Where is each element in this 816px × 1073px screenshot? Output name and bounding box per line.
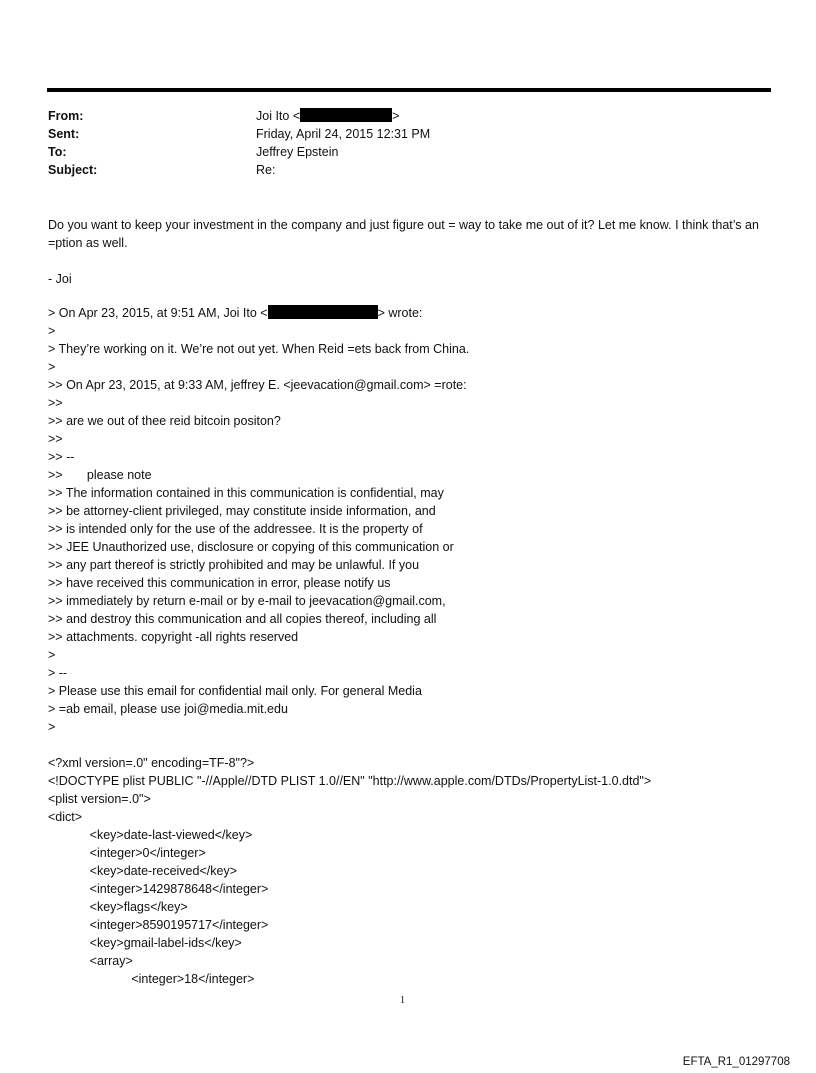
signature: - Joi xyxy=(48,272,72,286)
quote-line: >> attachments. copyright -all rights reserved xyxy=(48,630,299,644)
plist-block xyxy=(48,754,788,988)
page-number: 1 xyxy=(400,995,405,1006)
quote-line: > =ab email, please use joi@media.mit.edu xyxy=(48,702,288,716)
quote-line: >> is intended only for the use of the addressee. It is the property of xyxy=(48,522,423,536)
quote-line: > xyxy=(48,324,56,338)
to-value: Jeffrey Epstein xyxy=(256,145,339,159)
redaction-bar xyxy=(300,108,392,122)
xml-line: <plist version=.0"> xyxy=(48,792,151,806)
quote-line: >> any part thereof is strictly prohibited and may be unlawful. If you xyxy=(48,558,420,572)
xml-line: <dict> xyxy=(48,810,83,824)
quote-header-pre: > On Apr 23, 2015, at 9:51 AM, Joi Ito < xyxy=(48,306,268,320)
xml-line: <!DOCTYPE plist PUBLIC "-//Apple//DTD PLIST 1.0//EN" "http://www.apple.com/DTDs/PropertyList-1.0.dtd"> xyxy=(48,774,652,788)
from-label: From: xyxy=(48,109,84,123)
to-label: To: xyxy=(48,145,67,159)
quote-line: > They’re working on it. We’re not out yet. When Reid =ets back from China. xyxy=(48,342,470,356)
quote-line: >> be attorney-client privileged, may constitute inside information, and xyxy=(48,504,436,518)
quote-line: > -- xyxy=(48,666,68,680)
xml-line: <key>date-last-viewed</key> xyxy=(48,828,253,842)
quote-line: >> are we out of thee reid bitcoin positon? xyxy=(48,414,281,428)
quote-line: >> please note xyxy=(48,468,152,482)
xml-line: <integer>0</integer> xyxy=(48,846,206,860)
sent-label: Sent: xyxy=(48,127,80,141)
from-open-bracket: < xyxy=(292,109,301,123)
xml-line: <integer>8590195717</integer> xyxy=(48,918,269,932)
quote-header-line xyxy=(48,304,788,322)
redaction-bar xyxy=(268,305,378,319)
quote-line: > xyxy=(48,720,56,734)
quoted-thread xyxy=(48,304,788,736)
quote-line: >> have received this communication in error, please notify us xyxy=(48,576,391,590)
quote-line: >> The information contained in this communication is confidential, may xyxy=(48,486,444,500)
xml-line: <integer>18</integer> xyxy=(48,972,255,986)
quote-header-post: > wrote: xyxy=(377,306,423,320)
xml-line: <key>date-received</key> xyxy=(48,864,237,878)
header-rule xyxy=(47,88,771,92)
message-paragraph: Do you want to keep your investment in the company and just figure out = way to take me out of it? Let me know. I think that’s an =ption as well. xyxy=(48,218,759,250)
quote-line: > xyxy=(48,360,56,374)
quote-line: >> -- xyxy=(48,450,75,464)
xml-line: <array> xyxy=(48,954,133,968)
xml-line: <key>gmail-label-ids</key> xyxy=(48,936,242,950)
quote-line: >> JEE Unauthorized use, disclosure or copying of this communication or xyxy=(48,540,454,554)
quote-line: > Please use this email for confidential mail only. For general Media xyxy=(48,684,422,698)
quote-line: >> immediately by return e-mail or by e-mail to jeevacation@gmail.com, xyxy=(48,594,446,608)
sent-value: Friday, April 24, 2015 12:31 PM xyxy=(256,127,431,141)
xml-line: <key>flags</key> xyxy=(48,900,188,914)
xml-line: <integer>1429878648</integer> xyxy=(48,882,269,896)
from-name: Joi Ito xyxy=(256,109,290,123)
from-close-bracket: > xyxy=(392,109,400,123)
quote-line: >> On Apr 23, 2015, at 9:33 AM, jeffrey E. <jeevacation@gmail.com> =rote: xyxy=(48,378,467,392)
from-value xyxy=(256,107,399,125)
quote-line: >> and destroy this communication and all copies thereof, including all xyxy=(48,612,437,626)
quote-line: > xyxy=(48,648,56,662)
quote-line: >> xyxy=(48,432,63,446)
bates-number: EFTA_R1_01297708 xyxy=(682,1056,790,1068)
xml-line: <?xml version=.0" encoding=TF-8"?> xyxy=(48,756,255,770)
subject-label: Subject: xyxy=(48,163,98,177)
quote-line: >> xyxy=(48,396,63,410)
subject-value: Re: xyxy=(256,163,276,177)
